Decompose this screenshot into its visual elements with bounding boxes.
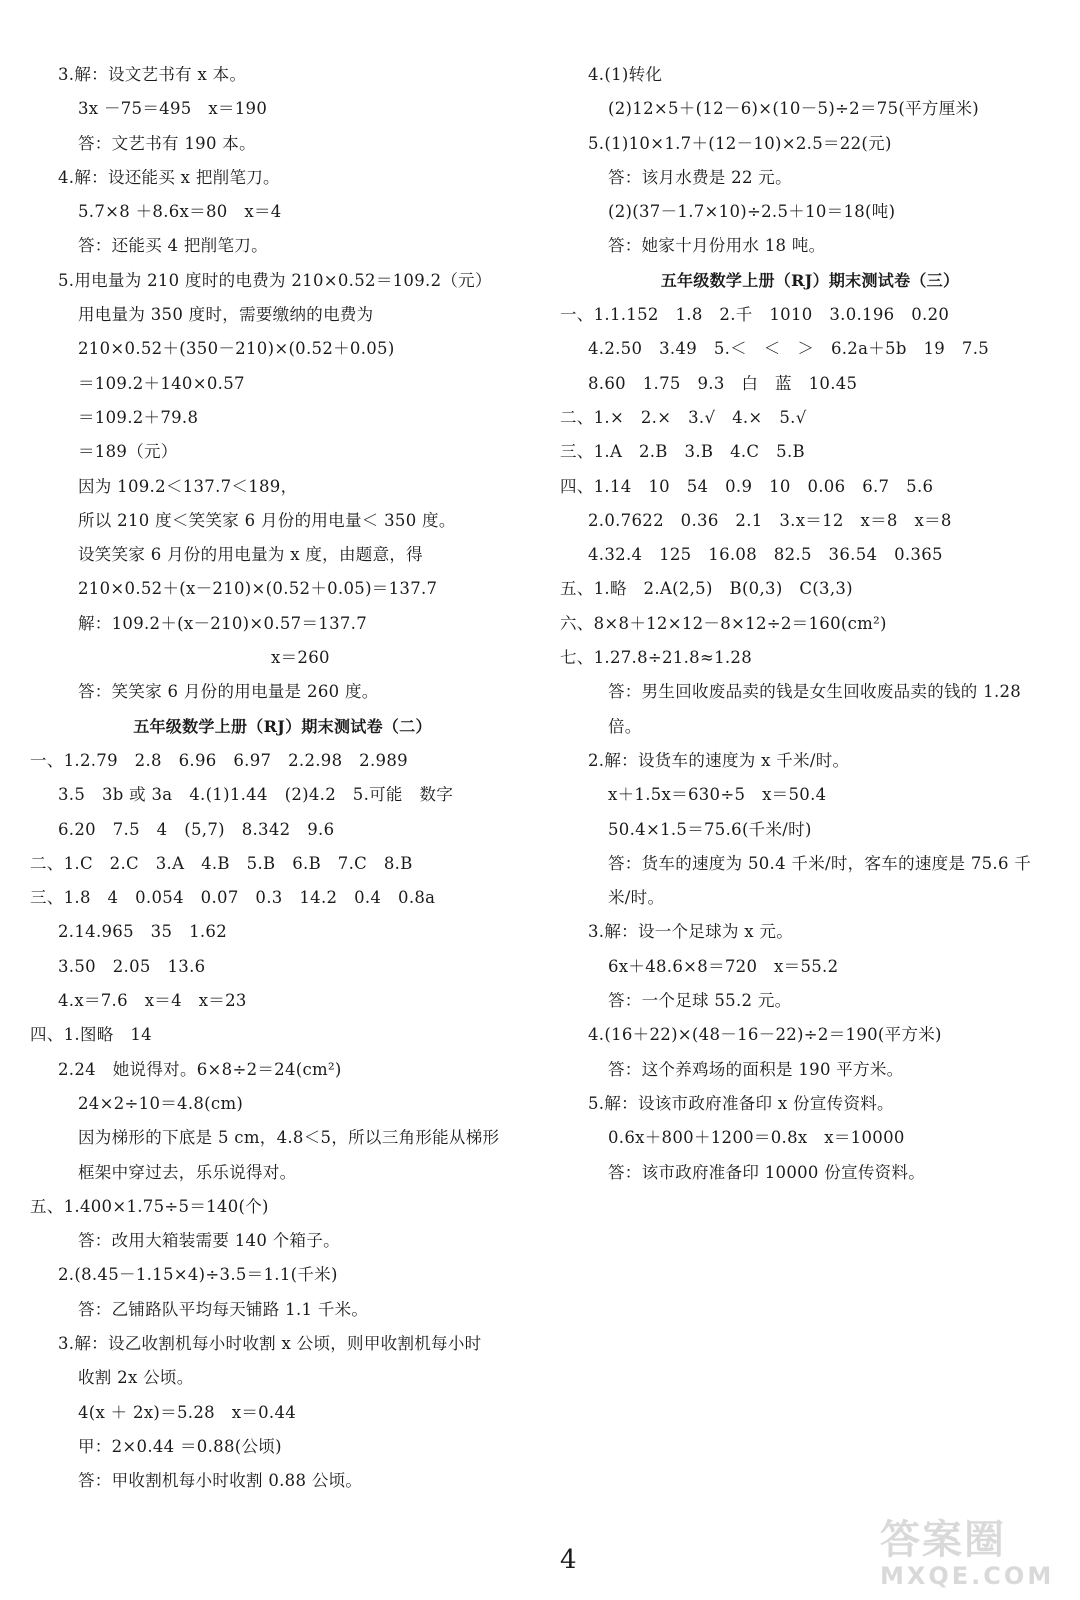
answer-line: 答：该月水费是 22 元。 (608, 167, 792, 187)
answer-line: 0.6x＋800＋1200＝0.8x x＝10000 (608, 1128, 905, 1148)
answer-line: 4.32.4 125 16.08 82.5 36.54 0.365 (588, 545, 943, 565)
answer-line: 2.24 她说得对。6×8÷2＝24(cm²) (58, 1059, 342, 1079)
answer-line: 24×2÷10＝4.8(cm) (78, 1093, 244, 1113)
answer-line: 3.50 2.05 13.6 (58, 956, 206, 976)
answer-line: 3.解：设乙收割机每小时收割 x 公顷，则甲收割机每小时 (58, 1333, 482, 1353)
section-title: 五年级数学上册（RJ）期末测试卷（三） (660, 270, 960, 290)
answer-line: 3.解：设文艺书有 x 本。 (58, 65, 247, 84)
answer-line: 三、1.8 4 0.054 0.07 0.3 14.2 0.4 0.8a (30, 888, 436, 908)
answer-line: 5.7×8 ＋8.6x＝80 x＝4 (78, 202, 282, 222)
answer-line: 210×0.52＋(350－210)×(0.52＋0.05) (78, 339, 395, 359)
answer-line: 甲：2×0.44 ＝0.88(公顷) (78, 1436, 282, 1456)
answer-line: 4(x ＋ 2x)＝5.28 x＝0.44 (78, 1402, 297, 1422)
answer-line: x＋1.5x＝630÷5 x＝50.4 (608, 785, 827, 805)
left-column (30, 58, 535, 1498)
answer-line: 6.20 7.5 4 (5,7) 8.342 9.6 (58, 819, 335, 839)
answer-line: 答：还能买 4 把削笔刀。 (78, 236, 268, 256)
answer-line: 四、1.14 10 54 0.9 10 0.06 6.7 5.6 (560, 476, 934, 496)
answer-line: 答：乙铺路队平均每天铺路 1.1 千米。 (78, 1299, 369, 1319)
answer-line: 所以 210 度＜笑笑家 6 月份的用电量＜ 350 度。 (78, 510, 456, 530)
answer-line: 一、1.1.152 1.8 2.千 1010 3.0.196 0.20 (560, 305, 950, 325)
answer-line: 倍。 (608, 716, 642, 736)
answer-line: 解：109.2＋(x－210)×0.57＝137.7 (78, 613, 368, 633)
right-column (560, 58, 1060, 1190)
answer-line: 六、8×8＋12×12－8×12÷2＝160(cm²) (560, 613, 887, 633)
answer-line: 二、1.C 2.C 3.A 4.B 5.B 6.B 7.C 8.B (30, 853, 413, 873)
answer-line: 答：她家十月份用水 18 吨。 (608, 236, 826, 256)
answer-line: 答：货车的速度为 50.4 千米/时，客车的速度是 75.6 千 (608, 853, 1032, 873)
answer-line: 二、1.× 2.× 3.√ 4.× 5.√ (560, 407, 807, 427)
watermark-logo (880, 1518, 1060, 1596)
answer-line: 一、1.2.79 2.8 6.96 6.97 2.2.98 2.989 (30, 750, 408, 770)
section-title: 五年级数学上册（RJ）期末测试卷（二） (133, 716, 432, 736)
answer-line: 4.(1)转化 (588, 65, 663, 84)
answer-line: 2.0.7622 0.36 2.1 3.x＝12 x＝8 x＝8 (588, 510, 952, 530)
answer-line: 答：改用大箱装需要 140 个箱子。 (78, 1231, 340, 1251)
answer-line: 8.60 1.75 9.3 白 蓝 10.45 (588, 373, 858, 393)
answer-line: 5.(1)10×1.7＋(12－10)×2.5＝22(元) (588, 133, 892, 153)
answer-line: 因为 109.2＜137.7＜189， (78, 476, 298, 496)
answer-line: 3.5 3b 或 3a 4.(1)1.44 (2)4.2 5.可能 数字 (58, 785, 454, 805)
answer-line: 3.解：设一个足球为 x 元。 (588, 922, 794, 942)
answer-line: ＝189（元） (78, 442, 178, 462)
answer-line: 答：该市政府准备印 10000 份宣传资料。 (608, 1162, 926, 1182)
answer-line: 5.解：设该市政府准备印 x 份宣传资料。 (588, 1093, 894, 1113)
answer-line: 答：笑笑家 6 月份的用电量是 260 度。 (78, 682, 379, 702)
answer-line: 50.4×1.5＝75.6(千米/时) (608, 819, 812, 839)
answer-line: 2.解：设货车的速度为 x 千米/时。 (588, 750, 850, 770)
watermark-bottom-text: MXQE.COM (880, 1562, 1055, 1590)
answer-line: 三、1.A 2.B 3.B 4.C 5.B (560, 442, 805, 462)
answer-line: 4.x＝7.6 x＝4 x＝23 (58, 991, 247, 1011)
answer-line: 四、1.图略 14 (30, 1025, 152, 1045)
answer-line: 框架中穿过去，乐乐说得对。 (78, 1162, 297, 1182)
answer-line: 2.14.965 35 1.62 (58, 922, 228, 942)
answer-line: 用电量为 350 度时，需要缴纳的电费为 (78, 305, 374, 325)
answer-line: 收割 2x 公顷。 (78, 1368, 194, 1388)
answer-line: 4.解：设还能买 x 把削笔刀。 (58, 167, 280, 187)
answer-line: 2.(8.45－1.15×4)÷3.5＝1.1(千米) (58, 1265, 338, 1285)
answer-line: 5.用电量为 210 度时的电费为 210×0.52＝109.2（元） (58, 270, 492, 290)
answer-line: 答：男生回收废品卖的钱是女生回收废品卖的钱的 1.28 (608, 682, 1022, 702)
answer-line: ＝109.2＋79.8 (78, 407, 199, 427)
answer-line: 五、1.略 2.A(2,5) B(0,3) C(3,3) (560, 579, 853, 599)
answer-line: 3x －75＝495 x＝190 (78, 99, 268, 119)
answer-line: 答：一个足球 55.2 元。 (608, 991, 792, 1011)
answer-line: 米/时。 (608, 888, 665, 908)
answer-line: x＝260 (271, 648, 330, 668)
answer-line: (2)(37－1.7×10)÷2.5＋10＝18(吨) (608, 202, 896, 222)
page-number: 4 (560, 1545, 577, 1575)
answer-line: 因为梯形的下底是 5 cm，4.8＜5，所以三角形能从梯形 (78, 1128, 500, 1148)
answer-line: 6x＋48.6×8＝720 x＝55.2 (608, 956, 839, 976)
answer-line: (2)12×5＋(12－6)×(10－5)÷2＝75(平方厘米) (608, 99, 980, 119)
watermark-top-text: 答案圈 (880, 1517, 1006, 1563)
answer-line: 4.(16＋22)×(48－16－22)÷2＝190(平方米) (588, 1025, 942, 1045)
answer-line: 答：甲收割机每小时收割 0.88 公顷。 (78, 1471, 363, 1491)
answer-line: 210×0.52＋(x－210)×(0.52＋0.05)＝137.7 (78, 579, 438, 599)
answer-line: ＝109.2＋140×0.57 (78, 373, 245, 393)
answer-line: 七、1.27.8÷21.8≈1.28 (560, 648, 753, 668)
answer-line: 答：文艺书有 190 本。 (78, 133, 256, 153)
answer-line: 4.2.50 3.49 5.＜ ＜ ＞ 6.2a＋5b 19 7.5 (588, 339, 990, 359)
answer-line: 设笑笑家 6 月份的用电量为 x 度，由题意，得 (78, 545, 423, 565)
answer-line: 五、1.400×1.75÷5＝140(个) (30, 1196, 269, 1216)
answer-line: 答：这个养鸡场的面积是 190 平方米。 (608, 1059, 904, 1079)
